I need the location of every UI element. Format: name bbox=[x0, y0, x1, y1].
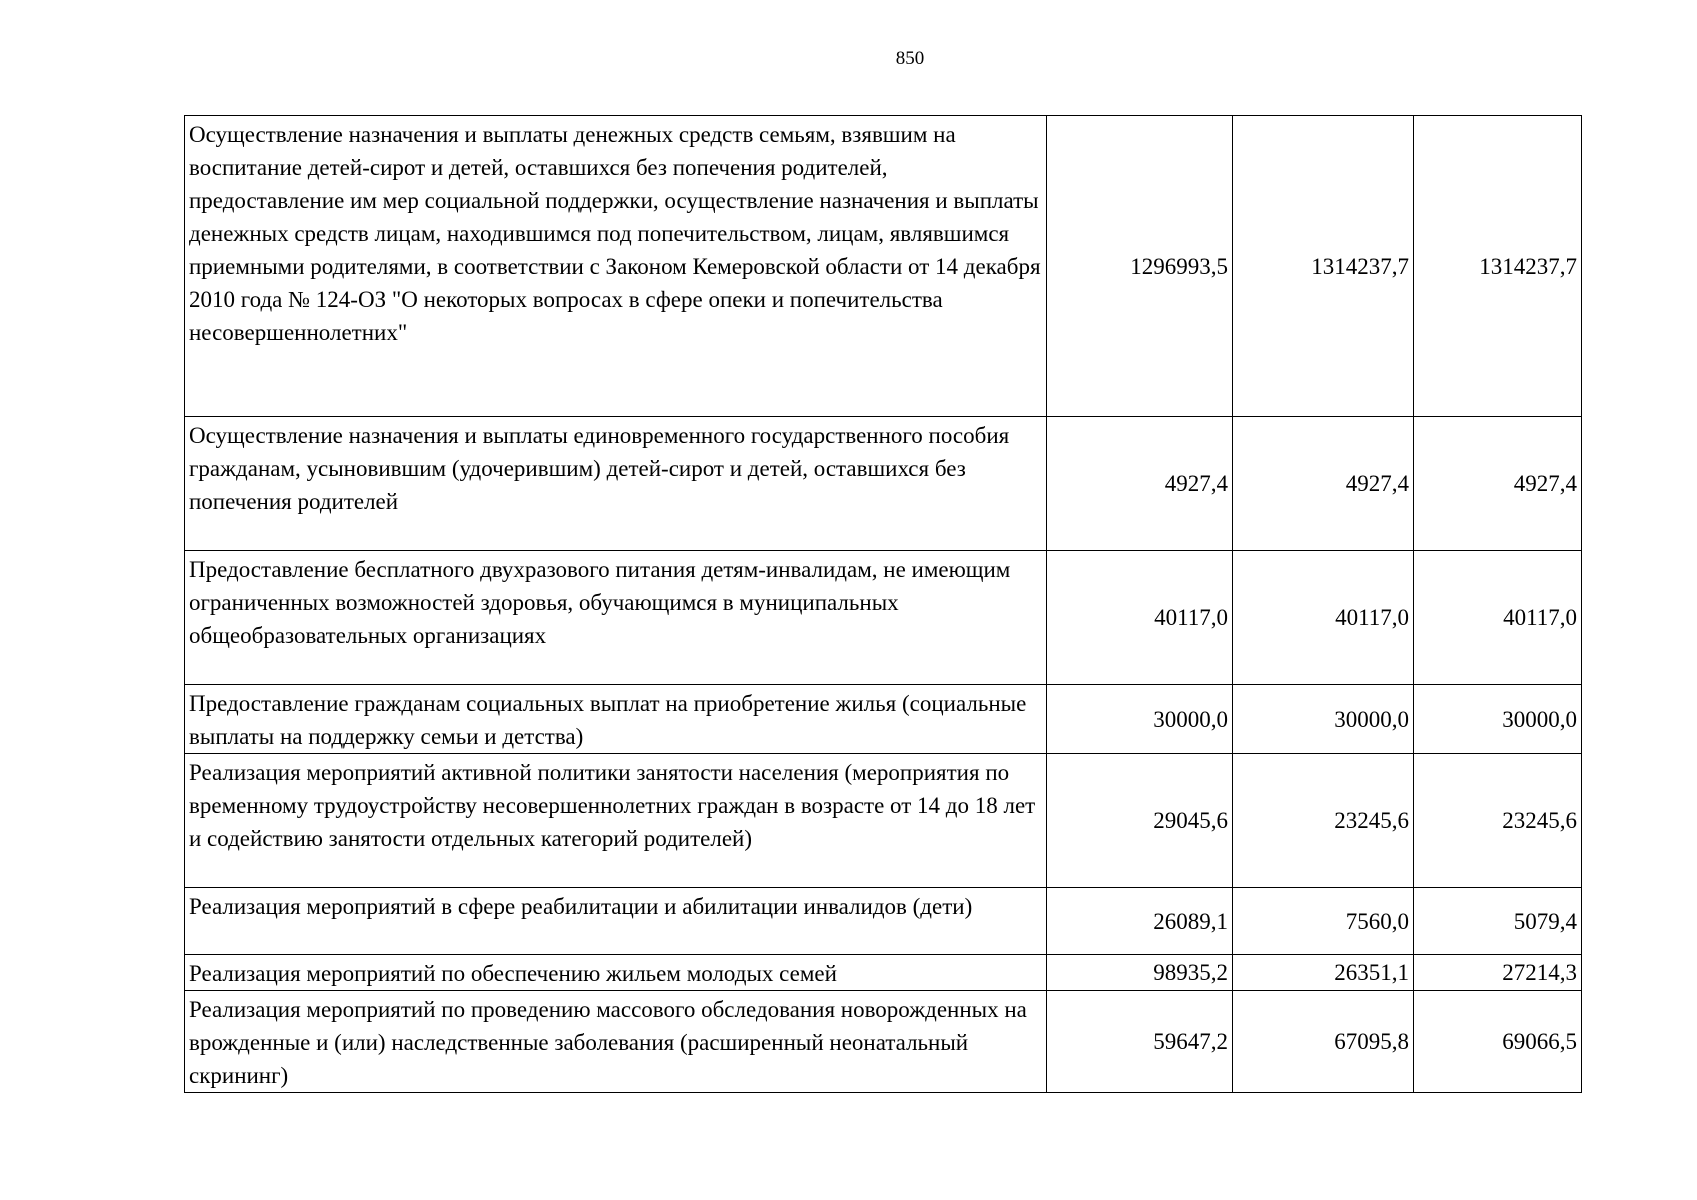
row-value-1: 1296993,5 bbox=[1047, 116, 1233, 417]
table-row bbox=[185, 417, 1582, 551]
row-description: Реализация мероприятий активной политики занятости населения (мероприятия по временному трудоустройству несовершеннолетних граждан в возрасте от 14 до 18 лет и содействию занятости отдельных категорий родителей) bbox=[185, 754, 1047, 888]
row-value-1: 59647,2 bbox=[1047, 991, 1233, 1093]
row-description: Предоставление гражданам социальных выплат на приобретение жилья (социальные выплаты на поддержку семьи и детства) bbox=[185, 685, 1047, 754]
row-value-2: 1314237,7 bbox=[1233, 116, 1414, 417]
row-value-2: 67095,8 bbox=[1233, 991, 1414, 1093]
row-value-1: 4927,4 bbox=[1047, 417, 1233, 551]
row-value-3: 30000,0 bbox=[1414, 685, 1582, 754]
row-value-2: 26351,1 bbox=[1233, 955, 1414, 991]
table-row bbox=[185, 754, 1582, 888]
row-description: Реализация мероприятий в сфере реабилитации и абилитации инвалидов (дети) bbox=[185, 888, 1047, 955]
row-value-1: 30000,0 bbox=[1047, 685, 1233, 754]
table-row bbox=[185, 685, 1582, 754]
table-row bbox=[185, 955, 1582, 991]
row-value-3: 69066,5 bbox=[1414, 991, 1582, 1093]
table-row bbox=[185, 116, 1582, 417]
row-value-3: 40117,0 bbox=[1414, 551, 1582, 685]
row-description: Осуществление назначения и выплаты единовременного государственного пособия гражданам, усыновившим (удочерившим) детей-сирот и детей, оставшихся без попечения родителей bbox=[185, 417, 1047, 551]
table-row bbox=[185, 551, 1582, 685]
row-description: Реализация мероприятий по обеспечению жильем молодых семей bbox=[185, 955, 1047, 991]
row-description: Реализация мероприятий по проведению массового обследования новорожденных на врожденные и (или) наследственные заболевания (расширенный неонатальный скрининг) bbox=[185, 991, 1047, 1093]
row-value-2: 40117,0 bbox=[1233, 551, 1414, 685]
row-value-2: 7560,0 bbox=[1233, 888, 1414, 955]
row-value-1: 98935,2 bbox=[1047, 955, 1233, 991]
row-value-3: 23245,6 bbox=[1414, 754, 1582, 888]
table-row bbox=[185, 991, 1582, 1093]
row-value-2: 4927,4 bbox=[1233, 417, 1414, 551]
row-value-3: 5079,4 bbox=[1414, 888, 1582, 955]
row-value-2: 30000,0 bbox=[1233, 685, 1414, 754]
row-description: Осуществление назначения и выплаты денежных средств семьям, взявшим на воспитание детей-сирот и детей, оставшихся без попечения родителей, предоставление им мер социальной поддержки, осуществление назначения и выплаты денежных средств лицам, находившимся под попечительством, лицам, являвшимся приемными родителями, в соответствии с Законом Кемеровской области от 14 декабря 2010 года № 124-ОЗ "О некоторых вопросах в сфере опеки и попечительства несовершеннолетних" bbox=[185, 116, 1047, 417]
page-number: 850 bbox=[895, 48, 925, 69]
row-value-1: 40117,0 bbox=[1047, 551, 1233, 685]
row-value-2: 23245,6 bbox=[1233, 754, 1414, 888]
row-value-1: 29045,6 bbox=[1047, 754, 1233, 888]
table-row bbox=[185, 888, 1582, 955]
row-value-3: 27214,3 bbox=[1414, 955, 1582, 991]
row-value-3: 1314237,7 bbox=[1414, 116, 1582, 417]
budget-table bbox=[184, 115, 1582, 1093]
row-description: Предоставление бесплатного двухразового питания детям-инвалидам, не имеющим ограниченных возможностей здоровья, обучающимся в муниципальных общеобразовательных организациях bbox=[185, 551, 1047, 685]
row-value-3: 4927,4 bbox=[1414, 417, 1582, 551]
row-value-1: 26089,1 bbox=[1047, 888, 1233, 955]
